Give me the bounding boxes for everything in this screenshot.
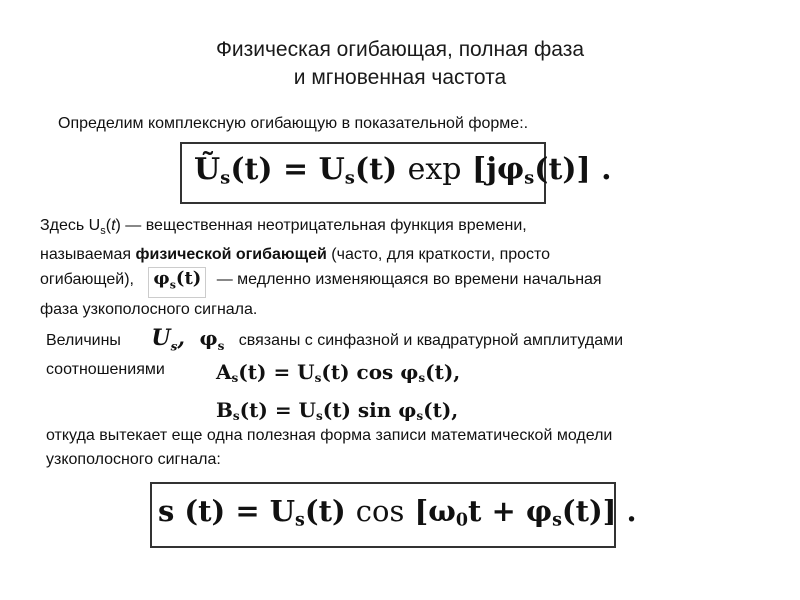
desc-line-2: называемая физической огибающей (часто, для краткости, просто: [40, 246, 551, 264]
phi-symbol: $\varphi_s$: [199, 326, 225, 353]
title-line-1: Физическая огибающая, полная фаза: [215, 38, 585, 61]
f1-exp: exp: [407, 152, 462, 187]
quantities-line-2: соотношениями: [46, 361, 165, 379]
phi-inline-formula: $\varphi_s(t)$: [148, 267, 206, 298]
page-title: [0, 36, 800, 92]
formula-complex-envelope: $Ũ_s(t) = U_s(t)$ $\exp [j\varphi_s(t)]$ .: [180, 142, 546, 204]
formula-quadrature: [216, 356, 460, 432]
f3-cos: cos: [355, 494, 405, 528]
term-physical-envelope: физической огибающей: [135, 246, 327, 264]
after-line-2: узкополосного сигнала:: [46, 451, 221, 468]
U-symbol: $U_s$,: [151, 325, 185, 354]
description-paragraph: [40, 214, 760, 322]
f1-lhs: Ũ: [194, 152, 221, 187]
f3-lhs: s (t) = U: [158, 494, 296, 528]
after-line-1: откуда вытекает еще одна полезная форма записи математической модели: [46, 427, 613, 444]
formula-A-line: $A_s(t) = U_s(t)$ $\cos \varphi_s(t)$,: [216, 360, 461, 385]
title-line-2: и мгновенная частота: [293, 66, 507, 89]
desc-line-4: фаза узкополосного сигнала.: [40, 300, 258, 318]
quantities-line-1: Величины $U_s$, $\varphi_s$ связаны с синфазной и квадратурной амплитудами: [46, 325, 624, 354]
intro-text: Определим комплексную огибающую в показательной форме:.: [58, 115, 529, 132]
desc-line-3: огибающей), $\varphi_s(t)$ — медленно изменяющаяся во времени начальная: [40, 267, 760, 298]
formula-B-line: $B_s(t) = U_s(t)$ $\sin \varphi_s(t)$,: [216, 398, 459, 423]
after-paragraph: [46, 424, 776, 472]
formula-signal-model: s $(t) = U_s(t)$ $\cos [\omega_0t + \varphi_s(t)]$ .: [150, 482, 616, 548]
desc-line-1: Здесь $U_s(t)$ — вещественная неотрицательная функция времени,: [40, 217, 527, 238]
